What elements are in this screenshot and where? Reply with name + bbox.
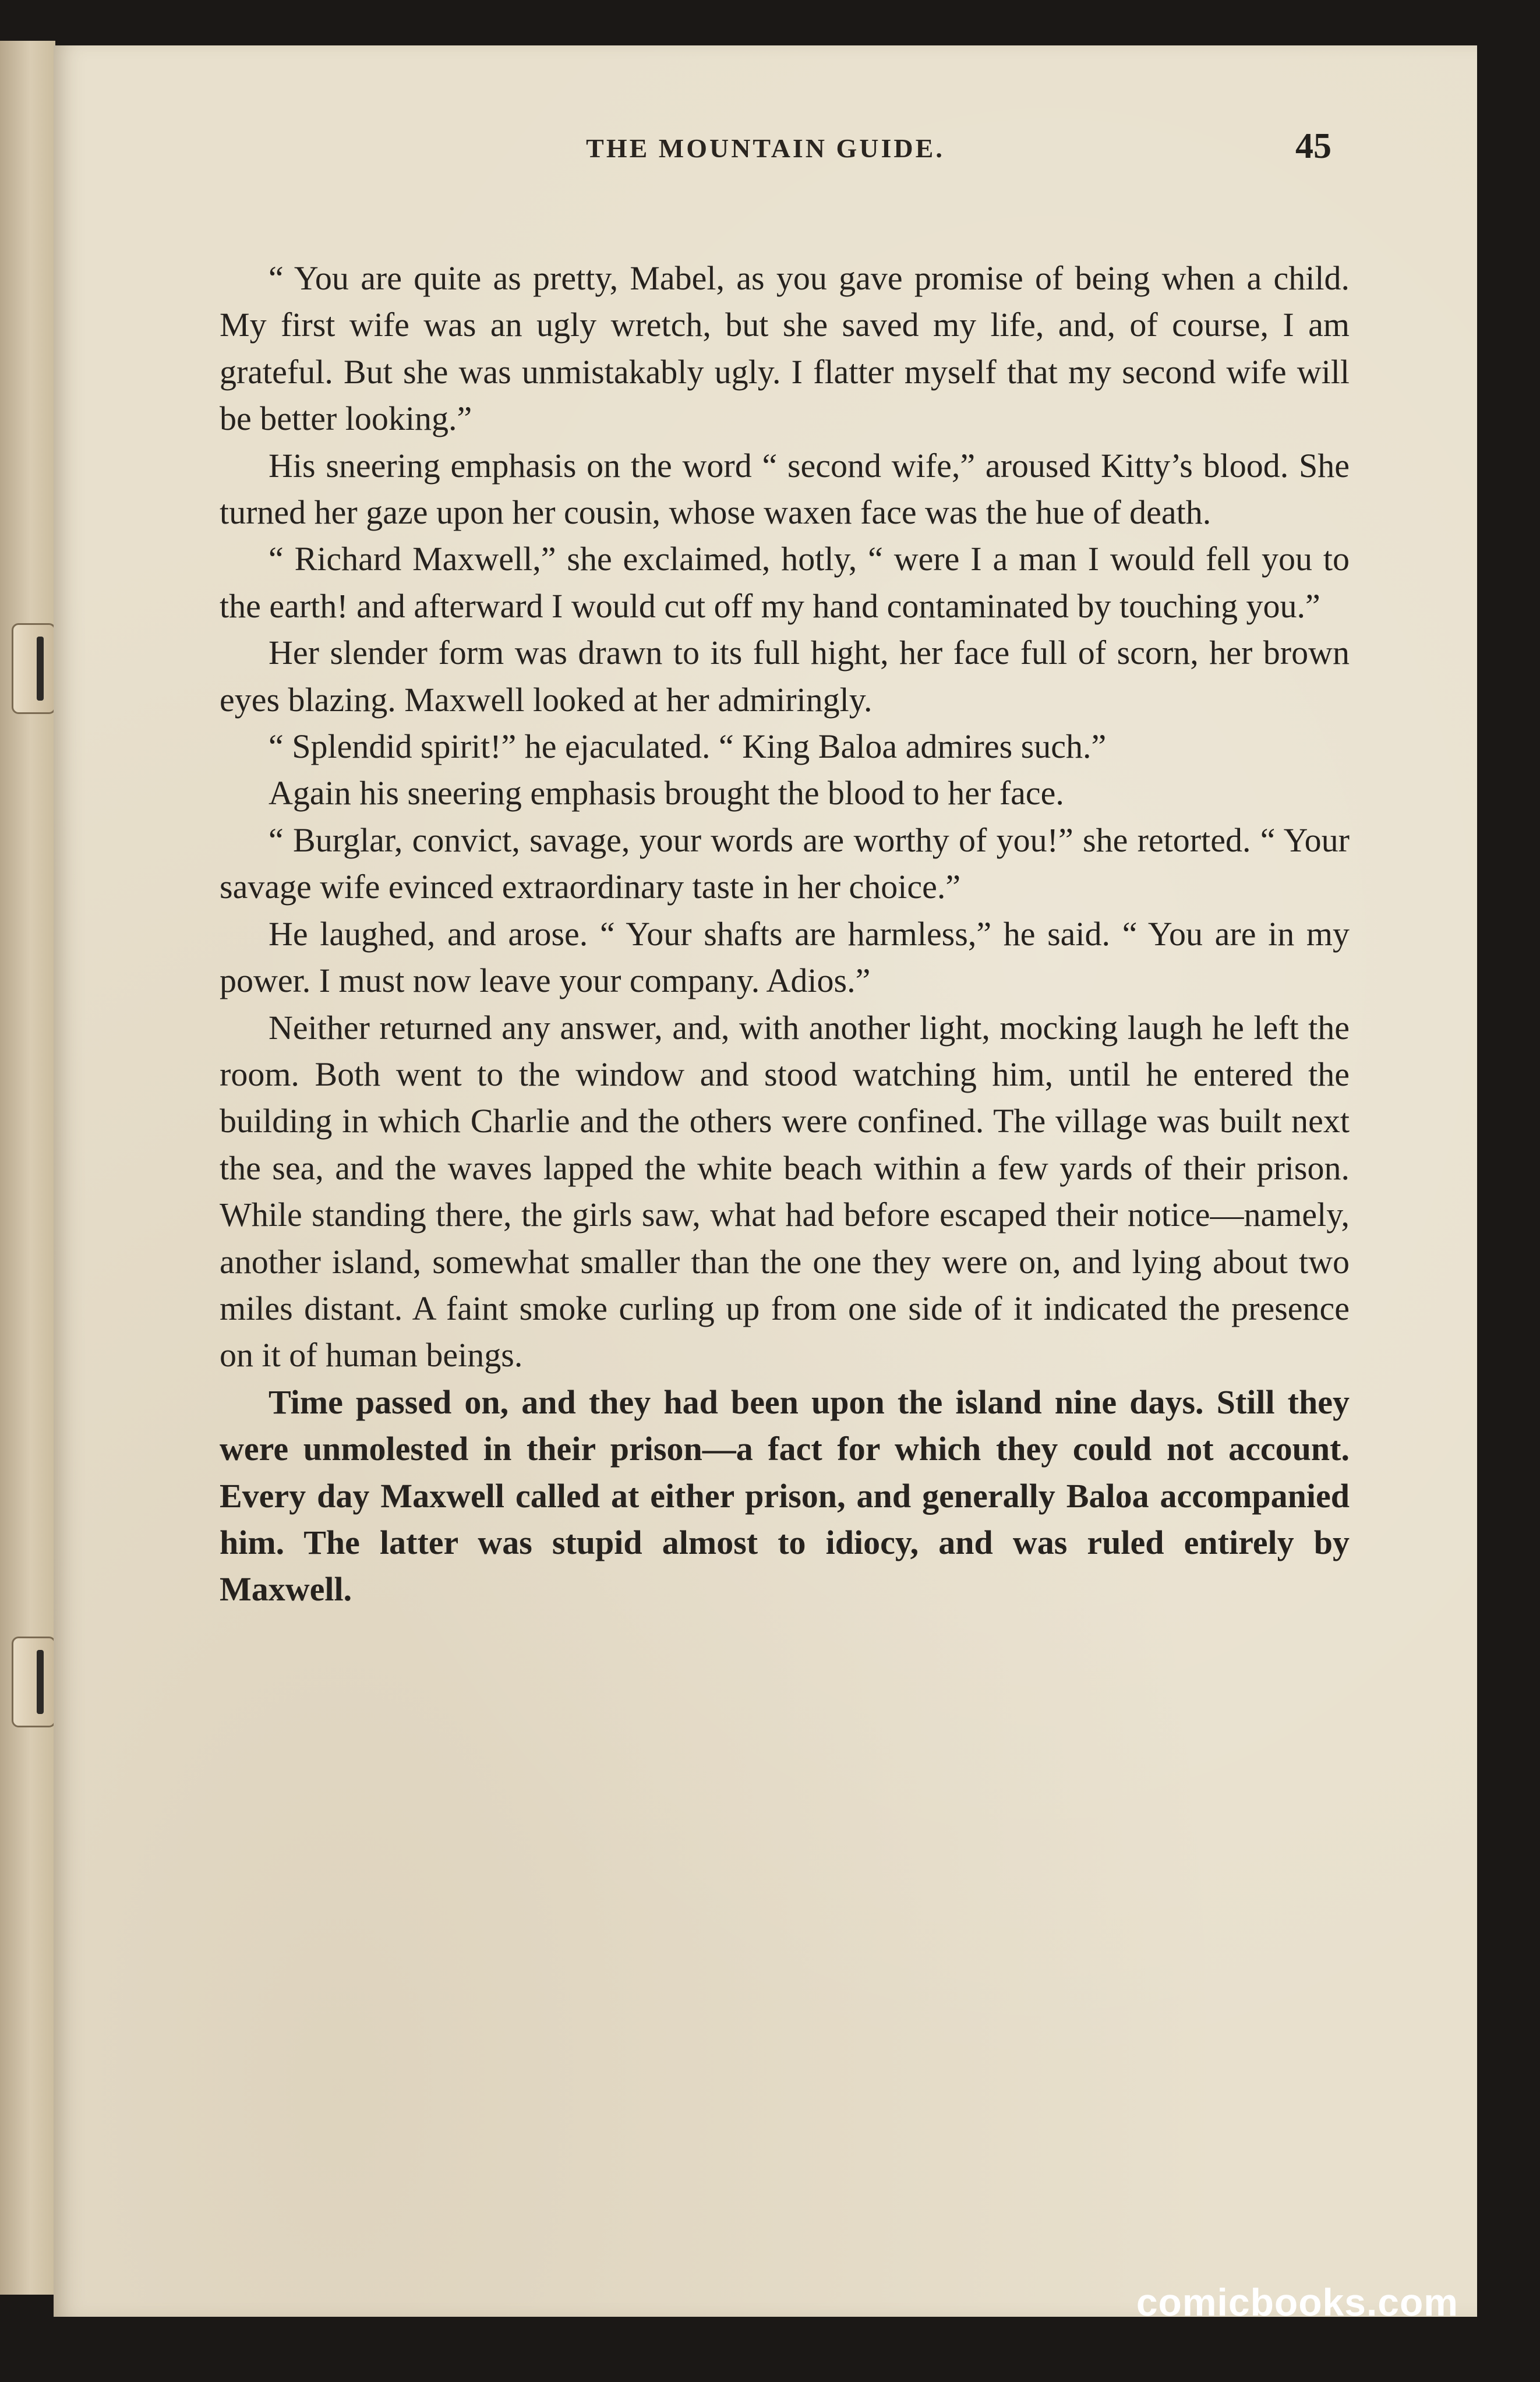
site-watermark: comicbooks.com — [1136, 2281, 1458, 2324]
paragraph: Neither returned any answer, and, with another light, mocking laugh he left the room. Both went to the window and stood watching him, until he entered the building in which Charlie and the others were confined. The village was built next the sea, and the waves lapped the white beach within a few yards of their prison. While standing there, the girls saw, what had before escaped their notice—namely, another island, somewhat smaller than the one they were on, and lying about two miles distant. A faint smoke curling up from one side of it indicated the presence on it of human beings. — [220, 1008, 1350, 1374]
body-text — [220, 255, 1350, 1613]
paragraph: “ Burglar, convict, savage, your words are worthy of you!” she retorted. “ Your savage wife evinced extraordinary taste in her choice.” — [220, 821, 1350, 906]
paragraph: “ You are quite as pretty, Mabel, as you gave promise of being when a child. My first wife was an ugly wretch, but she saved my life, and, of course, I am grateful. But she was unmistakably ugly. I flatter myself that my second wife will be better looking.” — [220, 259, 1350, 438]
running-head: THE MOUNTAIN GUIDE. — [586, 133, 945, 163]
paragraph: Again his sneering emphasis brought the blood to her face. — [269, 774, 1064, 812]
paragraph: “ Splendid spirit!” he ejaculated. “ King Baloa admires such.” — [269, 727, 1107, 766]
binding-staple-upper — [12, 623, 56, 714]
binding-staple-lower — [12, 1637, 56, 1727]
book-page — [54, 45, 1477, 2317]
paragraph: Time passed on, and they had been upon the island nine days. Still they were unmolested in their prison—a fact for which they could not account. Every day Maxwell called at either prison, and generally Baloa accompanied him. The latter was stupid almost to idiocy, and was ruled entirely by Maxwell. — [220, 1383, 1350, 1609]
page-number: 45 — [1295, 126, 1331, 166]
paragraph: He laughed, and arose. “ Your shafts are harmless,” he said. “ You are in my power. I must now leave your company. Adios.” — [220, 914, 1350, 1000]
paragraph: “ Richard Maxwell,” she exclaimed, hotly, “ were I a man I would fell you to the earth! and afterward I would cut off my hand contaminated by touching you.” — [220, 540, 1350, 625]
paragraph: Her slender form was drawn to its full hight, her face full of scorn, her brown eyes blazing. Maxwell looked at her admiringly. — [220, 634, 1350, 719]
paragraph: His sneering emphasis on the word “ second wife,” aroused Kitty’s blood. She turned her gaze upon her cousin, whose waxen face was the hue of death. — [220, 446, 1350, 532]
adjacent-page-edge — [0, 41, 55, 2295]
